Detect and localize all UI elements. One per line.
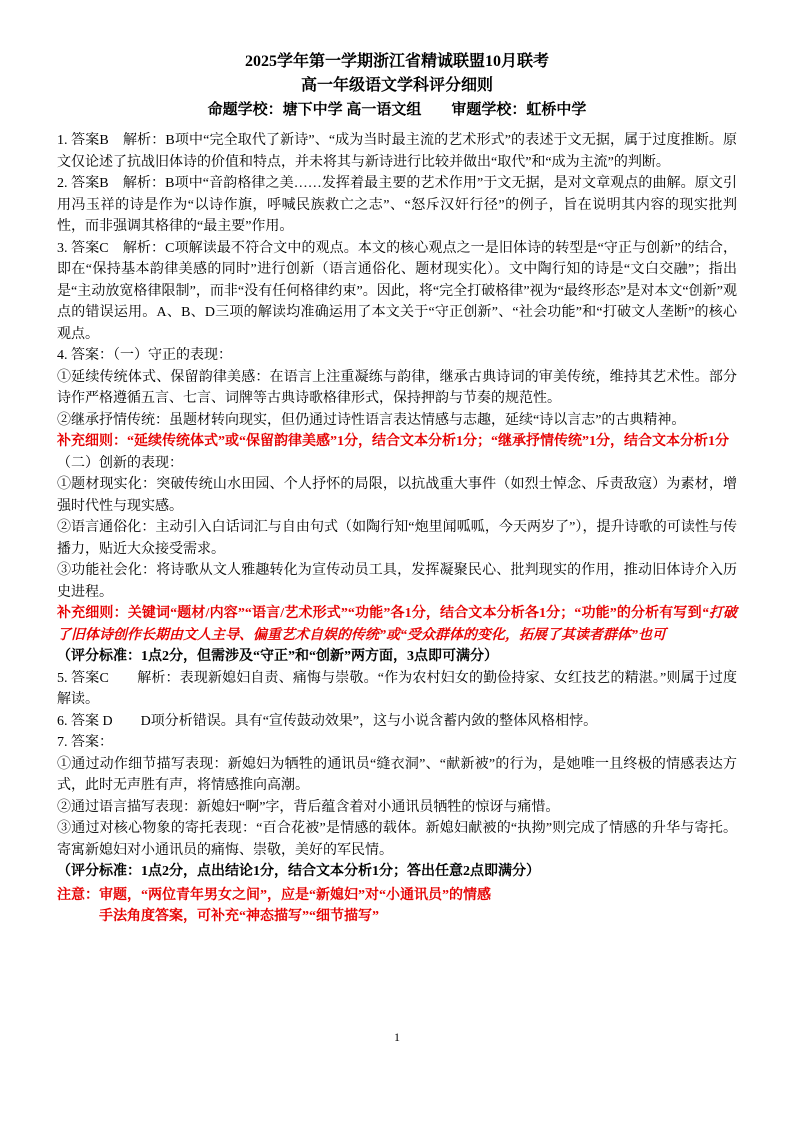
- document-body: [57, 130, 737, 928]
- scoring-standard-1: （评分标准：1点2分，但需涉及“守正”和“创新”两方面，3点即可满分）: [57, 649, 498, 664]
- answer-1: 1. 答案B 解析：B项中“完全取代了新诗”、“成为当时最主流的艺术形式”的表述于文无据，属于过度推断。原文仅论述了抗战旧体诗的价值和特点，并未将其与新诗进行比较并做出“取代”和“成为主流”的判断。: [57, 133, 737, 170]
- answer-4-shouzheng-point-1: ①延续传统体式、保留韵律美感：在语言上注重凝练与韵律，继承古典诗词的审美传统，维持其艺术性。部分诗作严格遵循五言、七言、词牌等古典诗歌格律形式，保持押韵与节奏的规范性。: [57, 369, 737, 406]
- answer-7-heading: 7. 答案：: [57, 735, 113, 750]
- answer-2: 2. 答案B 解析：B项中“音韵格律之美……发挥着最主要的艺术作用”于文无据，是对文章观点的曲解。原文引用冯玉祥的诗是作为“以诗作旗，呼喊民族救亡之志”、“怒斥汉奸行径”的例子，旨在说明其内容的现实批判性，而非强调其格律的“最主要”作用。: [57, 176, 737, 234]
- school-info-line: 命题学校：塘下中学 高一语文组 审题学校：虹桥中学: [207, 102, 587, 118]
- answer-5: 5. 答案C 解析：表现新媳妇自责、痛悔与崇敬。“作为农村妇女的勤俭持家、女红技艺的精湛。”则属于过度解读。: [57, 670, 737, 707]
- answer-4-chuangxin-point-2: ②语言通俗化：主动引入白话词汇与自由句式（如陶行知“炮里闻呱呱，今天两岁了”），提升诗歌的可读性与传播力，贴近大众接受需求。: [57, 520, 737, 557]
- document-subtitle: 高一年级语文学科评分细则: [300, 77, 493, 94]
- scoring-standard-2: （评分标准：1点2分，点出结论1分，结合文本分析1分；答出任意2点即满分）: [57, 864, 540, 879]
- answer-4-heading: 4. 答案：（一）守正的表现：: [57, 348, 232, 363]
- page-number: 1: [394, 1030, 400, 1044]
- answer-4-chuangxin-heading: （二）创新的表现：: [57, 455, 183, 471]
- answer-6: 6. 答案 D D项分析错误。具有“宣传鼓动效果”，这与小说含蓄内敛的整体风格相悖。: [57, 713, 598, 729]
- document-title: 2025学年第一学期浙江省精诚联盟10月联考: [244, 53, 549, 70]
- supplement-rule-1: 补充细则：“延续传统体式”或“保留韵律美感”1分，结合文本分析1分；“继承抒情传统”1分，结合文本分析1分: [57, 434, 729, 449]
- note-line-1: 注意：审题，“两位青年男女之间”，应是“新媳妇”对“小通讯员”的情感: [57, 887, 491, 903]
- page-footer: [0, 1030, 794, 1045]
- answer-7-point-2: ②通过语言描写表现：新媳妇“啊”字，背后蕴含着对小通讯员牺牲的惊讶与痛惜。: [57, 799, 560, 815]
- supplement-rule-2: [57, 603, 737, 646]
- answer-4-chuangxin-point-3: ③功能社会化：将诗歌从文人雅趣转化为宣传动员工具，发挥凝聚民心、批判现实的作用，推动旧体诗介入历史进程。: [57, 563, 737, 600]
- answer-3: 3. 答案C 解析：C项解读最不符合文中的观点。本文的核心观点之一是旧体诗的转型是“守正与创新”的结合，即在“保持基本韵律美感的同时”进行创新（语言通俗化、题材现实化）。文中陶行知的诗是“文白交融”；指出是“主动放宽格律限制”，而非“没有任何格律约束”。因此，将“完全打破格律”视为“最终形态”是对本文“创新”观点的错误运用。A、B、D三项的解读均准确运用了本文关于“守正创新”、“社会功能”和“打破文人垄断”的核心观点。: [57, 240, 737, 342]
- supplement-rule-2-italic-text: “打破了旧体诗创作长期由文人主导、偏重艺术自娱的传统”或“受众群体的变化，拓展了其读者群体”也可: [57, 606, 738, 643]
- answer-7-point-1: ①通过动作细节描写表现：新媳妇为牺牲的通讯员“缝衣洞”、“献新被”的行为，是她唯一且终极的情感表达方式，此时无声胜有声，将情感推向高潮。: [57, 756, 737, 793]
- supplement-rule-2-text: 补充细则：关键词“题材/内容”“语言/艺术形式”“功能”各1分，结合文本分析各1分；“功能”的分析有写到: [57, 606, 702, 621]
- note-line-2: 手法角度答案，可补充“神态描写”“细节描写”: [99, 909, 379, 924]
- answer-4-shouzheng-point-2: ②继承抒情传统：虽题材转向现实，但仍通过诗性语言表达情感与志趣，延续“诗以言志”的古典精神。: [57, 412, 686, 428]
- document-header: [57, 50, 737, 122]
- answer-4-chuangxin-point-1: ①题材现实化：突破传统山水田园、个人抒怀的局限，以抗战重大事件（如烈士悼念、斥责敌寇）为素材，增强时代性与现实感。: [57, 477, 737, 514]
- answer-7-point-3: ③通过对核心物象的寄托表现：“百合花被”是情感的载体。新媳妇献被的“执拗”则完成了情感的升华与寄托。寄寓新媳妇对小通讯员的痛悔、崇敬，美好的军民情。: [57, 821, 737, 858]
